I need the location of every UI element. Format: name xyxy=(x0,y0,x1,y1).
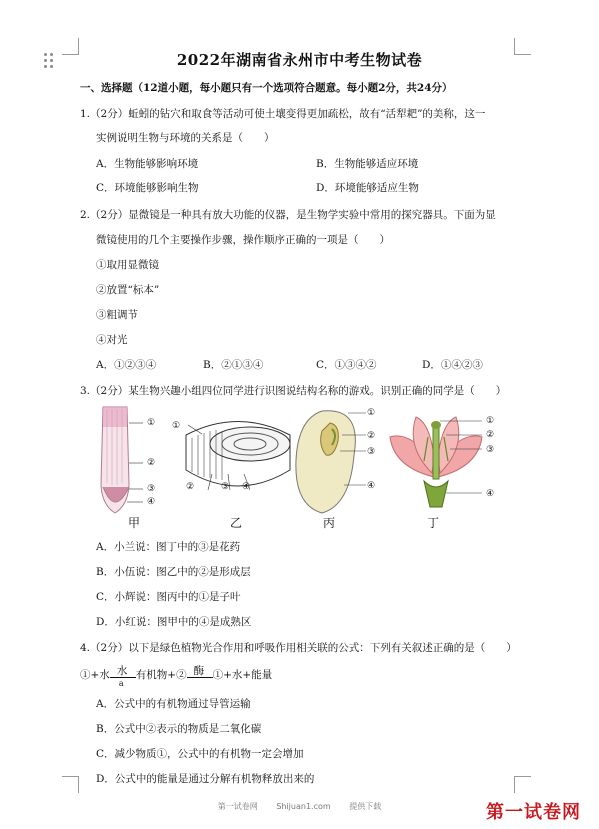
formula-arrow-1-bottom: a xyxy=(118,679,124,688)
fig-bing-marker-4: ④ xyxy=(367,481,376,491)
q2-stem-line2: 微镜使用的几个主要操作步骤，操作顺序正确的一项是（ ） xyxy=(96,234,390,246)
fig-yi-marker-2: ② xyxy=(186,482,195,492)
q2-option-c: C．①③④② xyxy=(316,359,377,371)
q2-step-4: ④对光 xyxy=(96,334,128,346)
formula-right: ①+水+能量 xyxy=(212,669,273,681)
fig-ding-marker-4: ④ xyxy=(486,489,495,499)
q2-step-3: ③粗调节 xyxy=(96,309,138,321)
crop-mark-bottom-right xyxy=(514,776,531,793)
fig-ding-marker-1: ① xyxy=(486,416,495,426)
fig-jia-marker-2: ② xyxy=(147,458,156,468)
footer-url[interactable]: Shijuan1.com xyxy=(276,802,331,811)
formula-arrow-1-top: 水 xyxy=(116,665,128,677)
crop-mark-bottom-left xyxy=(62,776,79,793)
footer-note: 提供下载 xyxy=(349,802,382,811)
fig-yi-marker-4: ④ xyxy=(242,482,251,492)
q4-option-d: D．公式中的能量是通过分解有机物释放出来的 xyxy=(96,773,315,785)
fig-bing-marker-2: ② xyxy=(367,431,376,441)
q1-stem-line1: 1.（2分）蚯蚓的钻穴和取食等活动可使土壤变得更加疏松，故有“活犁耙”的美称，这一 xyxy=(80,108,486,120)
formula-arrow-1 xyxy=(110,665,136,688)
q3-option-b: B．小伍说：图乙中的②是形成层 xyxy=(96,566,251,578)
footer-site: 第一试卷网 xyxy=(217,802,258,811)
formula-arrow-2 xyxy=(187,665,213,682)
formula-mid: 有机物+② xyxy=(135,669,187,681)
caption-bing: 丙 xyxy=(323,516,336,530)
stem-section-figure xyxy=(178,410,298,510)
fig-bing-marker-3: ③ xyxy=(367,447,376,457)
page-title: 2022年湖南省永州市中考生物试卷 xyxy=(176,51,423,69)
q2-step-2: ②放置“标本” xyxy=(96,284,160,296)
fig-jia-marker-1: ① xyxy=(147,418,156,428)
q2-option-a: A．①②③④ xyxy=(96,359,157,371)
q4-stem: 4.（2分）以下是绿色植物光合作用和呼吸作用相关联的公式：下列有关叙述正确的是（ ） xyxy=(80,642,517,654)
watermark-logo: 第一试卷网 xyxy=(486,802,581,823)
formula-left: ①+水 xyxy=(80,669,110,681)
q3-option-d: D．小红说：图甲中的④是成熟区 xyxy=(96,616,252,628)
q3-stem: 3.（2分）某生物兴趣小组四位同学进行识图说结构名称的游戏。识别正确的同学是（ ） xyxy=(80,385,507,397)
q2-stem-line1: 2.（2分）显微镜是一种具有放大功能的仪器，是生物学实验中常用的探究器具。下面为显 xyxy=(80,209,496,221)
formula-arrow-2-top: 酶 xyxy=(193,665,205,677)
q3-option-a: A．小兰说：图丁中的③是花药 xyxy=(96,541,241,553)
q3-option-c: C．小辉说：图丙中的①是子叶 xyxy=(96,591,241,603)
q1-stem-line2: 实例说明生物与环境的关系是（ ） xyxy=(96,132,275,144)
caption-jia: 甲 xyxy=(128,516,141,530)
fig-ding-marker-3: ③ xyxy=(486,445,495,455)
q2-step-1: ①取用显微镜 xyxy=(96,259,159,271)
fig-bing-marker-1: ① xyxy=(367,408,376,418)
q1-option-c: C．环境能够影响生物 xyxy=(96,182,199,194)
q1-option-b: B．生物能够适应环境 xyxy=(316,158,419,170)
q4-option-a: A．公式中的有机物通过导管运输 xyxy=(96,698,251,710)
caption-ding: 丁 xyxy=(427,516,440,530)
caption-yi: 乙 xyxy=(230,516,243,530)
fig-jia-marker-3: ③ xyxy=(147,484,156,494)
fig-jia-marker-4: ④ xyxy=(147,497,156,507)
fig-yi-marker-1: ① xyxy=(172,421,181,431)
fig-ding-marker-2: ② xyxy=(486,430,495,440)
q2-option-b: B．②①③④ xyxy=(203,359,264,371)
seed-figure xyxy=(292,405,382,517)
flower-figure xyxy=(384,407,494,511)
q1-option-d: D．环境能够适应生物 xyxy=(316,182,419,194)
q4-option-c: C．减少物质①，公式中的有机物一定会增加 xyxy=(96,748,304,760)
section-heading: 一、选择题（12道小题，每小题只有一个选项符合题意。每小题2分，共24分） xyxy=(80,82,453,94)
q4-option-b: B．公式中②表示的物质是二氧化碳 xyxy=(96,723,262,735)
q4-formula xyxy=(80,665,273,688)
q2-option-d: D．①④②③ xyxy=(422,359,483,371)
fig-yi-marker-3: ③ xyxy=(221,482,230,492)
q1-option-a: A．生物能够影响环境 xyxy=(96,158,199,170)
